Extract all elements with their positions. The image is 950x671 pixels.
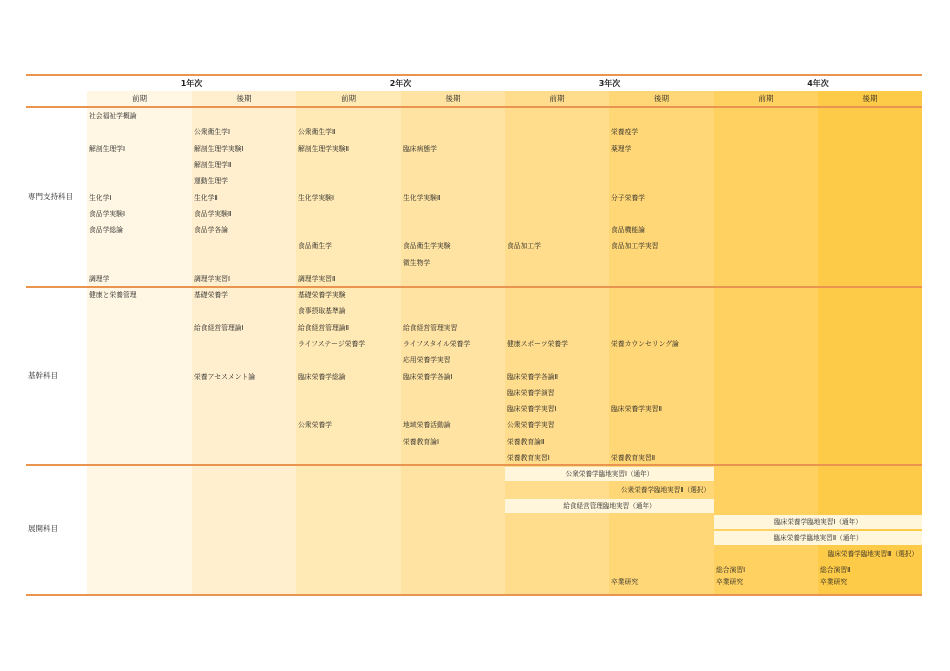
course-item: 生化学Ⅱ bbox=[194, 193, 218, 202]
course-item: 調理学 bbox=[89, 275, 110, 283]
course-item: ライフスタイル栄養学 bbox=[403, 339, 471, 348]
course-item: 総合演習Ⅰ bbox=[716, 566, 746, 574]
course-item: 公衆衛生学Ⅰ bbox=[194, 128, 230, 137]
course-item: 公衆栄養学 bbox=[298, 421, 332, 430]
practicum-bar: 給食経営管理臨地実習（通年） bbox=[505, 499, 714, 513]
course-item: 総合演習Ⅱ bbox=[820, 566, 851, 574]
year-header: 2年次 bbox=[389, 79, 412, 88]
course-item: 栄養教育実習Ⅰ bbox=[507, 454, 550, 462]
course-item: 生化学実験Ⅰ bbox=[298, 193, 334, 202]
course-item: 解剖生理学Ⅱ bbox=[194, 160, 232, 169]
course-item: 社会福祉学概論 bbox=[89, 112, 137, 120]
course-item: 栄養アセスメント論 bbox=[194, 372, 256, 381]
course-item: 栄養疫学 bbox=[611, 128, 639, 137]
course-item: 臨床栄養学実習Ⅱ bbox=[611, 405, 662, 414]
term-column-bg bbox=[87, 91, 192, 594]
course-item: 臨床栄養学総論 bbox=[298, 372, 346, 381]
course-item: 食品加工学 bbox=[507, 242, 541, 251]
term-header: 前期 bbox=[549, 94, 565, 103]
term-header: 後期 bbox=[654, 94, 669, 103]
practicum-bar: 臨床栄養学臨地実習Ⅲ（選択） bbox=[827, 550, 918, 558]
course-item: 解剖生理学Ⅰ bbox=[89, 144, 125, 153]
section-divider bbox=[26, 286, 922, 288]
course-item: 給食経営管理論Ⅰ bbox=[194, 323, 244, 332]
course-item: 臨床栄養学各論Ⅰ bbox=[403, 372, 453, 381]
section-divider bbox=[26, 106, 922, 108]
course-item: 公衆衛生学Ⅱ bbox=[298, 128, 336, 137]
year-header: 4年次 bbox=[807, 79, 829, 88]
term-header: 前期 bbox=[132, 94, 147, 103]
course-item: 公衆栄養学実習 bbox=[507, 421, 555, 430]
course-item: 食品衛生学 bbox=[298, 242, 332, 251]
course-item: 運動生理学 bbox=[194, 177, 228, 186]
course-item: 解剖生理学実験Ⅰ bbox=[194, 144, 244, 153]
course-item: 応用栄養学実習 bbox=[403, 356, 451, 365]
course-item: 微生物学 bbox=[403, 258, 431, 267]
term-header: 前期 bbox=[341, 94, 356, 103]
course-item: 卒業研究 bbox=[820, 578, 848, 586]
category-label: 専門支持科目 bbox=[28, 192, 73, 201]
practicum-bar: 臨床栄養学臨地実習Ⅰ（通年） bbox=[714, 515, 922, 529]
term-header: 後期 bbox=[862, 94, 878, 103]
course-item: 食品機能論 bbox=[611, 226, 645, 235]
course-item: 食品学総論 bbox=[89, 226, 123, 235]
course-item: 臨床栄養学各論Ⅱ bbox=[507, 372, 558, 381]
course-item: 基礎栄養学 bbox=[194, 291, 228, 299]
course-item: 給食経営管理実習 bbox=[403, 323, 458, 332]
practicum-bar: 公衆栄養学臨地実習Ⅰ（通年） bbox=[505, 467, 714, 481]
course-item: 食品学実験Ⅱ bbox=[194, 209, 232, 218]
year-header: 1年次 bbox=[180, 79, 203, 88]
course-item: 臨床病態学 bbox=[403, 144, 437, 153]
course-item: 解剖生理学実験Ⅱ bbox=[298, 144, 349, 153]
course-item: 分子栄養学 bbox=[611, 193, 645, 202]
course-item: 卒業研究 bbox=[716, 578, 744, 586]
course-item: 食品学実験Ⅰ bbox=[89, 209, 125, 218]
year-header: 3年次 bbox=[598, 79, 621, 88]
term-header: 後期 bbox=[445, 94, 461, 103]
course-item: 卒業研究 bbox=[611, 578, 639, 586]
course-item: 給食経営管理論Ⅱ bbox=[298, 323, 349, 332]
practicum-bar: 公衆栄養学臨地実習Ⅱ（選択） bbox=[621, 486, 710, 494]
section-divider bbox=[26, 464, 922, 466]
course-item: 食品加工学実習 bbox=[611, 242, 659, 251]
course-item: 調理学実習Ⅱ bbox=[298, 275, 336, 283]
section-divider bbox=[26, 74, 922, 76]
course-item: 食品学各論 bbox=[194, 226, 228, 235]
course-item: 生化学Ⅰ bbox=[89, 193, 112, 202]
category-label: 展開科目 bbox=[28, 524, 58, 533]
course-item: 栄養教育実習Ⅱ bbox=[611, 454, 656, 462]
course-item: 栄養教育論Ⅰ bbox=[403, 437, 439, 446]
course-item: 地域栄養活動論 bbox=[403, 421, 451, 430]
course-item: 栄養教育論Ⅱ bbox=[507, 437, 545, 446]
course-item: ライフステージ栄養学 bbox=[298, 339, 366, 348]
practicum-bar: 臨床栄養学臨地実習Ⅱ（通年） bbox=[714, 531, 922, 545]
course-item: 健康スポーツ栄養学 bbox=[507, 339, 568, 348]
term-header: 前期 bbox=[758, 94, 774, 103]
term-header: 後期 bbox=[236, 94, 252, 103]
course-item: 食品衛生学実験 bbox=[403, 242, 451, 251]
course-item: 臨床栄養学実習Ⅰ bbox=[507, 405, 557, 414]
course-item: 健康と栄養管理 bbox=[89, 291, 137, 299]
course-item: 食事摂取基準論 bbox=[298, 307, 346, 316]
course-item: 調理学実習Ⅰ bbox=[194, 275, 230, 283]
course-item: 栄養カウンセリング論 bbox=[611, 339, 679, 348]
course-item: 基礎栄養学実験 bbox=[298, 291, 346, 299]
section-divider bbox=[26, 594, 922, 596]
course-item: 薬理学 bbox=[611, 144, 632, 153]
category-label: 基幹科目 bbox=[28, 371, 58, 380]
course-item: 生化学実験Ⅱ bbox=[403, 193, 441, 202]
course-item: 臨床栄養学演習 bbox=[507, 388, 555, 397]
